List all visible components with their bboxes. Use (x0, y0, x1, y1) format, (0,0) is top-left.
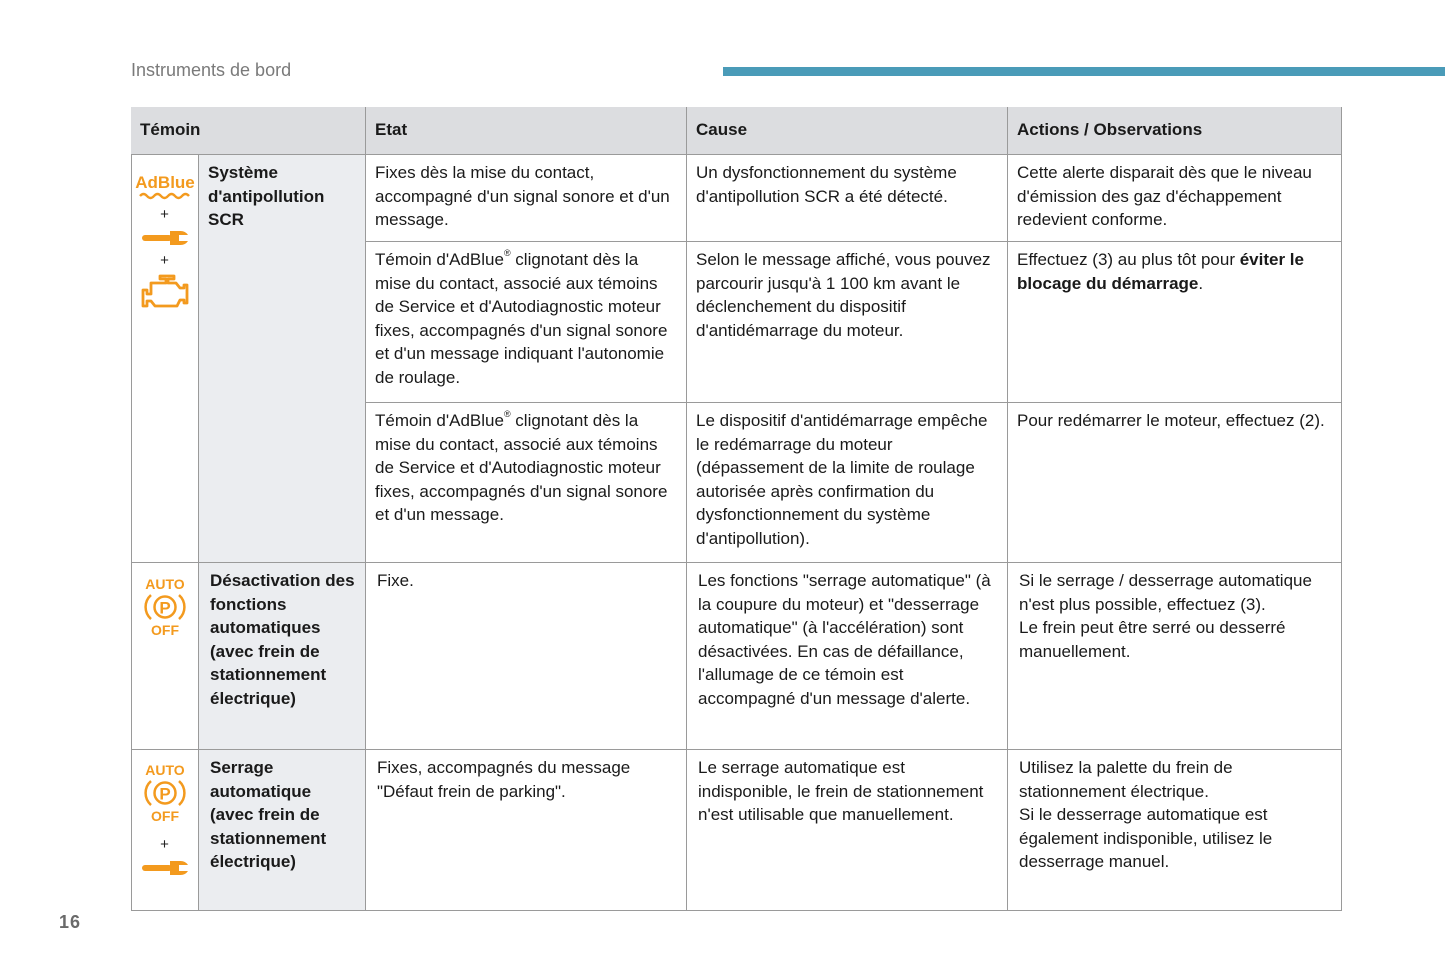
auto-off-etat: Fixe. (366, 563, 687, 750)
action-line: Si le serrage / desserrage automatique n'est plus possible, effectuez (3). (1019, 571, 1312, 614)
auto-serrage-cause: Le serrage automatique est indisponible, le frein de stationnement n'est utilisable que manuellement. (687, 750, 1008, 911)
scr-action-3: Pour redémarrer le moteur, effectuez (2). (1008, 403, 1342, 563)
header-temoin: Témoin (131, 107, 366, 155)
plus-sign: + (160, 836, 169, 853)
icon-off-label: OFF (150, 808, 179, 823)
auto-serrage-icons-cell (131, 750, 199, 911)
icon-off-label: OFF (150, 622, 179, 637)
auto-off-action (1008, 563, 1342, 750)
adblue-icon (135, 169, 195, 203)
header-accent-bar (723, 67, 1445, 76)
registered-mark: ® (503, 248, 511, 258)
plus-sign: + (160, 252, 169, 269)
auto-serrage-name: Serrage automatique (avec frein de stationnement électrique) (199, 750, 366, 911)
header-cause: Cause (687, 107, 1008, 155)
header-actions: Actions / Observations (1008, 107, 1342, 155)
auto-off-cause: Les fonctions "serrage automatique" (à la coupure du moteur) et "desserrage automatique" (à l'accélération) sont désactivées. En cas de défaillance, l'allumage de ce témoin est accompagné d'un message d'alerte. (687, 563, 1008, 750)
icon-auto-label: AUTO (144, 576, 185, 592)
action-line: Le frein peut être serré ou desserré manuellement. (1019, 618, 1286, 661)
scr-cause-3: Le dispositif d'antidémarrage empêche le redémarrage du moteur (dépassement de la limite de roulage autorisée après confirmation du dysfonctionnement du système d'antipollution). (687, 403, 1008, 563)
action-emphasis: éviter le blocage du démarrage (1017, 250, 1304, 293)
header-etat: Etat (366, 107, 687, 155)
auto-off-icons-cell (131, 563, 199, 750)
action-text: Effectuez (3) au plus tôt pour (1017, 250, 1240, 269)
scr-system-name: Système d'antipollution SCR (199, 155, 366, 563)
registered-mark: ® (503, 409, 511, 419)
auto-serrage-action (1008, 750, 1342, 911)
scr-etat-1: Fixes dès la mise du contact, accompagné d'un signal sonore et d'un message. (366, 155, 687, 242)
action-text: . (1198, 273, 1204, 293)
scr-action-2 (1008, 242, 1342, 403)
action-line: Si le desserrage automatique est également indisponible, utilisez le desserrage manuel. (1019, 805, 1273, 872)
wrench-icon (140, 227, 190, 249)
icon-p-label: P (158, 598, 171, 618)
engine-icon (140, 273, 190, 313)
adblue-icon-text: AdBlue (134, 173, 195, 192)
etat-text: clignotant dès la mise du contact, associé aux témoins de Service et d'Autodiagnostic moteur fixes, accompagnés d'un signal sonore et d'un message. (375, 411, 668, 525)
etat-text: Témoin d'AdBlue (375, 411, 504, 430)
plus-sign: + (160, 206, 169, 223)
auto-off-name: Désactivation des fonctions automatiques (avec frein de stationnement électrique) (199, 563, 366, 750)
icon-p-label: P (158, 784, 171, 804)
auto-park-off-icon (138, 575, 192, 637)
auto-serrage-etat: Fixes, accompagnés du message "Défaut frein de parking". (366, 750, 687, 911)
scr-icons-cell (131, 155, 199, 563)
scr-action-1: Cette alerte disparait dès que le niveau d'émission des gaz d'échappement redevient conforme. (1008, 155, 1342, 242)
scr-cause-2: Selon le message affiché, vous pouvez parcourir jusqu'à 1 100 km avant le déclenchement du dispositif d'antidémarrage du moteur. (687, 242, 1008, 403)
auto-park-off-icon (138, 761, 192, 823)
etat-text: clignotant dès la mise du contact, associé aux témoins de Service et d'Autodiagnostic moteur fixes, accompagnés d'un signal sonore et d'un message indiquant l'autonomie de roulage. (375, 250, 668, 387)
scr-etat-2 (366, 242, 687, 403)
page-title: Instruments de bord (131, 60, 292, 80)
scr-etat-3 (366, 403, 687, 563)
scr-cause-1: Un dysfonctionnement du système d'antipollution SCR a été détecté. (687, 155, 1008, 242)
wrench-icon (140, 857, 190, 879)
page-number: 16 (59, 912, 82, 932)
action-line: Utilisez la palette du frein de stationnement électrique. (1019, 758, 1233, 801)
icon-auto-label: AUTO (144, 762, 185, 778)
etat-text: Témoin d'AdBlue (375, 250, 504, 269)
